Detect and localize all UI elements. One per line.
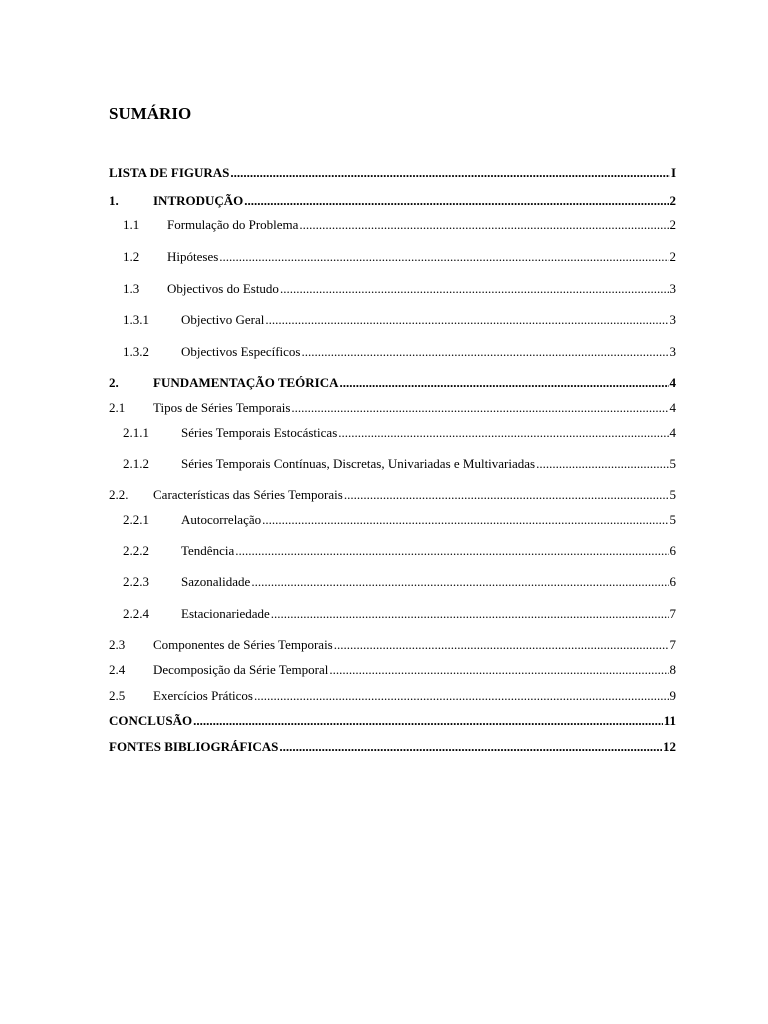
toc-entry-number: 1.3: [123, 281, 140, 296]
toc-dot-leader: [334, 636, 669, 654]
toc-dot-leader: [344, 486, 669, 504]
toc-entry-title: Tendência: [181, 543, 235, 558]
toc-entry[interactable]: [109, 374, 676, 392]
toc-dot-leader: [338, 424, 668, 442]
toc-entry-page-number: 7: [669, 637, 676, 652]
toc-entry-title: Hipóteses: [167, 249, 219, 264]
toc-dot-leader: [279, 738, 662, 756]
toc-entry[interactable]: [123, 424, 676, 442]
toc-dot-leader: [280, 280, 669, 298]
toc-entry-number: 1.1: [123, 217, 140, 232]
toc-entry-title: Objectivo Geral: [181, 312, 265, 327]
toc-entry-number: 1.3.1: [123, 312, 149, 327]
toc-entry-number: 2.3: [109, 637, 126, 652]
toc-entry-page-number: 2: [669, 193, 676, 208]
toc-entry-page-number: 6: [669, 543, 676, 558]
toc-entry-number: 2.2.1: [123, 512, 149, 527]
toc-entry-number: 1.2: [123, 249, 140, 264]
toc-entry[interactable]: [123, 511, 676, 529]
toc-entry[interactable]: [109, 661, 676, 679]
toc-entry-number: 2.2.4: [123, 606, 149, 621]
toc-entry-page-number: 4: [669, 425, 676, 440]
toc-entry-number: 2.1.2: [123, 456, 149, 471]
toc-entry-title: Componentes de Séries Temporais: [153, 637, 333, 652]
toc-dot-leader: [251, 573, 668, 591]
toc-entry[interactable]: [123, 248, 676, 266]
toc-entry-number: 1.3.2: [123, 344, 149, 359]
toc-entry[interactable]: [123, 605, 676, 623]
toc-dot-leader: [265, 311, 668, 329]
toc-entry[interactable]: [123, 311, 676, 329]
toc-entry-page-number: 2: [669, 217, 676, 232]
toc-dot-leader: [235, 542, 668, 560]
toc-entry-page-number: 3: [669, 312, 676, 327]
toc-entry[interactable]: [109, 636, 676, 654]
toc-entry-page-number: 5: [669, 487, 676, 502]
toc-entry[interactable]: [123, 455, 676, 473]
toc-entry[interactable]: [123, 343, 676, 361]
toc-entry[interactable]: [123, 280, 676, 298]
toc-entry[interactable]: [123, 216, 676, 234]
toc-entry-title: Objectivos Específicos: [181, 344, 301, 359]
toc-entry-title: Objectivos do Estudo: [167, 281, 279, 296]
toc-entry-title: Tipos de Séries Temporais: [153, 400, 291, 415]
toc-entry-page-number: 5: [669, 456, 676, 471]
toc-entry-number: 2.: [109, 375, 119, 390]
toc-entry-number: 2.5: [109, 688, 126, 703]
toc-entry-page-number: 3: [669, 281, 676, 296]
toc-entry-page-number: 6: [669, 574, 676, 589]
toc-entry-page-number: 2: [669, 249, 676, 264]
toc-entry-number: 2.1.1: [123, 425, 149, 440]
toc-entry-page-number: 12: [663, 739, 676, 754]
toc-dot-leader: [340, 374, 669, 392]
toc-entry[interactable]: [109, 486, 676, 504]
toc-entry-title: Séries Temporais Estocásticas: [181, 425, 338, 440]
toc-dot-leader: [244, 192, 668, 210]
toc-entry-title: Sazonalidade: [181, 574, 251, 589]
toc-entry-title: Séries Temporais Contínuas, Discretas, Univariadas e Multivariadas: [181, 456, 536, 471]
toc-entry-title: LISTA DE FIGURAS: [109, 165, 230, 180]
toc-dot-leader: [271, 605, 669, 623]
toc-entry[interactable]: [123, 542, 676, 560]
toc-entry-page-number: 3: [669, 344, 676, 359]
toc-entry-number: 2.2.2: [123, 543, 149, 558]
toc-entry-page-number: 5: [669, 512, 676, 527]
toc-dot-leader: [219, 248, 668, 266]
toc-entry[interactable]: [123, 573, 676, 591]
toc-dot-leader: [329, 661, 668, 679]
toc-entry-page-number: 11: [663, 713, 676, 728]
toc-entry-page-number: 4: [669, 400, 676, 415]
toc-dot-leader: [262, 511, 668, 529]
toc-entry-title: Decomposição da Série Temporal: [153, 662, 329, 677]
toc-entry-title: FUNDAMENTAÇÃO TEÓRICA: [153, 375, 339, 390]
toc-dot-leader: [302, 343, 669, 361]
toc-entry-title: Formulação do Problema: [167, 217, 299, 232]
toc-entry-title: INTRODUÇÃO: [153, 193, 244, 208]
toc-entry-title: Autocorrelação: [181, 512, 262, 527]
toc-dot-leader: [254, 687, 669, 705]
page-title: SUMÁRIO: [109, 104, 192, 123]
toc-entry[interactable]: [109, 712, 676, 730]
toc-entry-number: 2.2.3: [123, 574, 149, 589]
toc-dot-leader: [299, 216, 668, 234]
toc-dot-leader: [291, 399, 668, 417]
toc-entry[interactable]: [109, 687, 676, 705]
toc-dot-leader: [193, 712, 663, 730]
toc-dot-leader: [536, 455, 668, 473]
toc-entry-page-number: 7: [669, 606, 676, 621]
toc-entry-number: 1.: [109, 193, 119, 208]
toc-entry-title: FONTES BIBLIOGRÁFICAS: [109, 739, 279, 754]
toc-entry-title: Características das Séries Temporais: [153, 487, 343, 502]
toc-entry-title: Exercícios Práticos: [153, 688, 253, 703]
toc-entry-number: 2.4: [109, 662, 126, 677]
toc-entry-page-number: 4: [669, 375, 676, 390]
toc-entry-title: Estacionariedade: [181, 606, 270, 621]
toc-entry-page-number: I: [670, 165, 676, 180]
toc-entry[interactable]: [109, 399, 676, 417]
toc-entry-page-number: 9: [669, 688, 676, 703]
toc-entry-number: 2.2.: [109, 487, 129, 502]
toc-entry[interactable]: [109, 164, 676, 182]
toc-entry-number: 2.1: [109, 400, 126, 415]
toc-entry[interactable]: [109, 738, 676, 756]
toc-entry-title: CONCLUSÃO: [109, 713, 193, 728]
toc-dot-leader: [230, 164, 670, 182]
toc-entry[interactable]: [109, 192, 676, 210]
toc-entry-page-number: 8: [669, 662, 676, 677]
